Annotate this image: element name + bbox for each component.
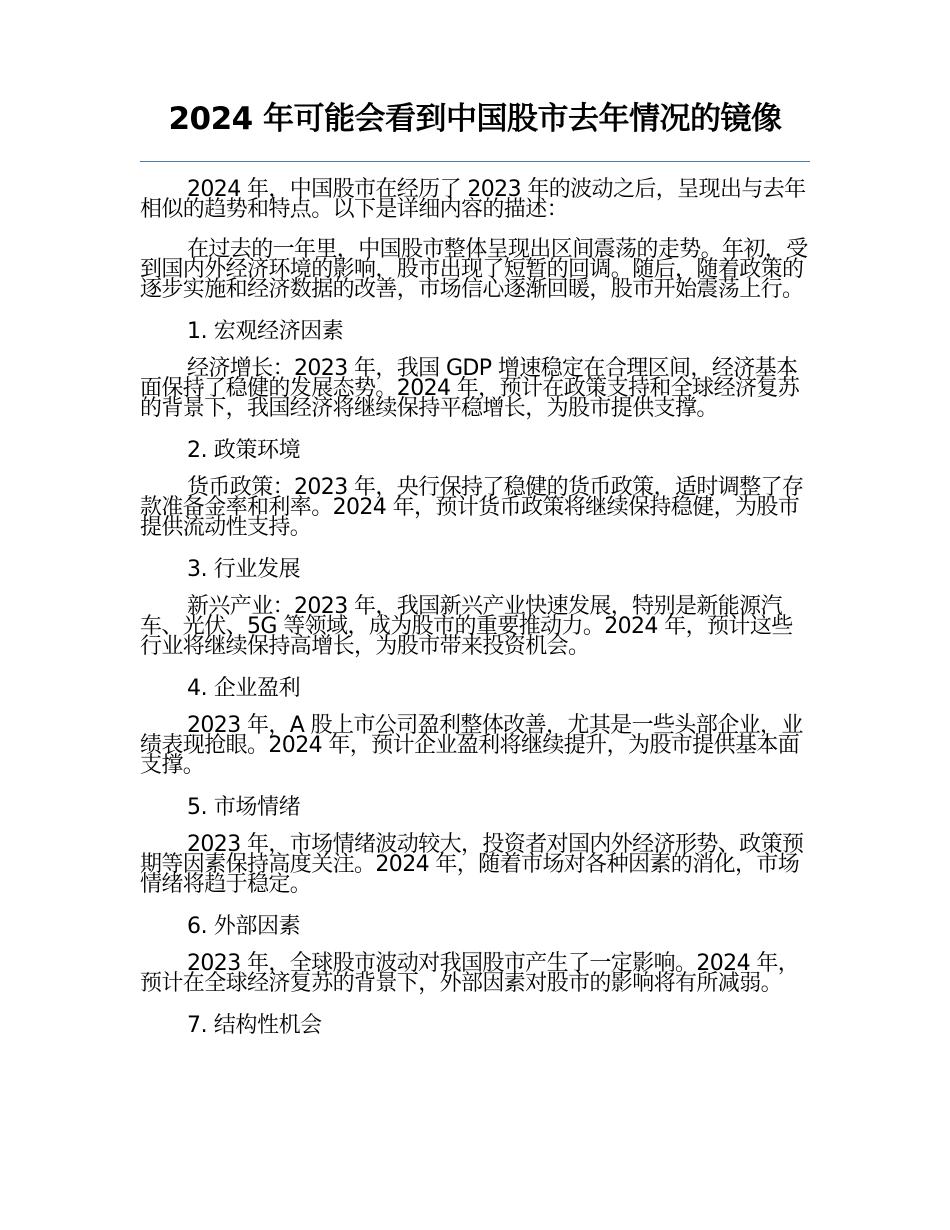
section-text-industry: 新兴产业：2023 年，我国新兴产业快速发展，特别是新能源汽车、光伏、5G 等领域，成为股市的重要推动力。2024 年，预计这些行业将继续保持高增长，为股市带来投资机会。	[140, 594, 793, 659]
title-divider	[140, 161, 810, 162]
section-heading-industry: 3. 行业发展	[187, 557, 301, 582]
section-heading-earnings: 4. 企业盈利	[187, 676, 301, 701]
section-text-macro: 经济增长：2023 年，我国 GDP 增速稳定在合理区间，经济基本面保持了稳健的发展态势。2024 年，预计在政策支持和全球经济复苏的背景下，我国经济将继续保持平稳增长，为股市提供支撑。	[140, 356, 800, 421]
section-text-sentiment: 2023 年，市场情绪波动较大，投资者对国内外经济形势、政策预期等因素保持高度关注。2024 年，随着市场对各种因素的消化，市场情绪将趋于稳定。	[140, 832, 804, 897]
section-heading-policy: 2. 政策环境	[187, 438, 301, 463]
intro-paragraph: 2024 年，中国股市在经历了 2023 年的波动之后，呈现出与去年相似的趋势和特点。以下是详细内容的描述：	[140, 177, 806, 222]
section-text-policy: 货币政策：2023 年，央行保持了稳健的货币政策，适时调整了存款准备金率和利率。2024 年，预计货币政策将继续保持稳健，为股市提供流动性支持。	[140, 475, 804, 540]
section-heading-external: 6. 外部因素	[187, 914, 301, 939]
section-heading-sentiment: 5. 市场情绪	[187, 795, 301, 820]
document-body	[140, 177, 810, 1053]
section-text-external: 2023 年，全球股市波动对我国股市产生了一定影响。2024 年，预计在全球经济复苏的背景下，外部因素对股市的影响将有所减弱。	[140, 951, 800, 996]
section-text-earnings: 2023 年，A 股上市公司盈利整体改善，尤其是一些头部企业，业绩表现抢眼。2024 年，预计企业盈利将继续提升，为股市提供基本面支撑。	[140, 713, 803, 778]
document-title: 2024 年可能会看到中国股市去年情况的镜像	[168, 101, 782, 137]
section-heading-macro: 1. 宏观经济因素	[187, 319, 344, 344]
overview-paragraph: 在过去的一年里，中国股市整体呈现出区间震荡的走势。年初，受到国内外经济环境的影响，股市出现了短暂的回调。随后，随着政策的逐步实施和经济数据的改善，市场信心逐渐回暖，股市开始震荡上行。	[140, 237, 808, 302]
section-heading-structural: 7. 结构性机会	[187, 1013, 322, 1038]
